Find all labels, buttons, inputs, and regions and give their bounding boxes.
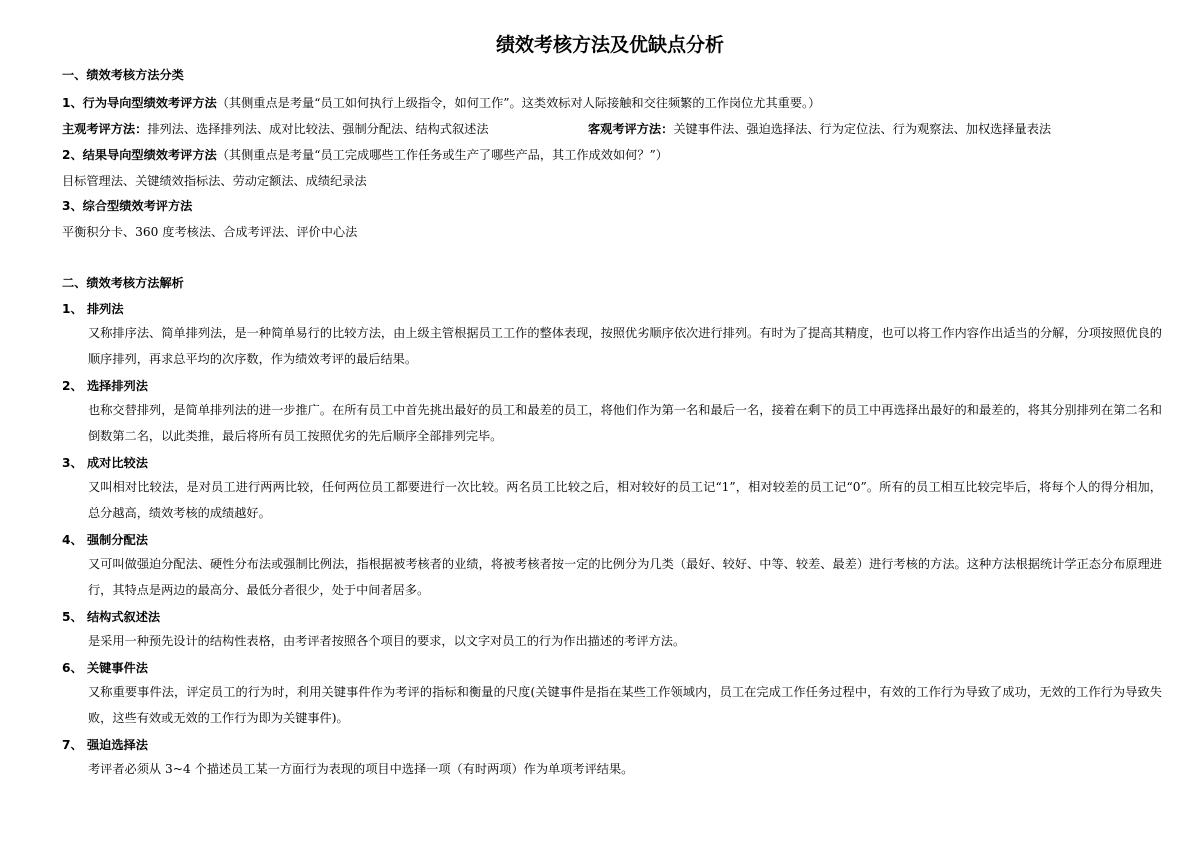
method-item-heading [62, 532, 148, 548]
method-number: 7、 [62, 738, 83, 752]
method-description: 考评者必须从 3~4 个描述员工某一方面行为表现的项目中选择一项（有时两项）作为单项考评结果。 [88, 762, 634, 776]
section1-heading: 一、绩效考核方法分类 [62, 68, 184, 82]
method-number: 3、 [62, 456, 83, 470]
method-number: 6、 [62, 661, 83, 675]
method-description: 又称排序法、简单排列法，是一种简单易行的比较方法，由上级主管根据员工工作的整体表现，按照优劣顺序依次进行排列。有时为了提高其精度，也可以将工作内容作出适当的分解，分项按照优良的顺序排列，再求总平均的次序数，作为绩效考评的最后结果。 [88, 326, 1162, 366]
behavior-note: （其侧重点是考量“员工如何执行上级指令，如何工作”。这类效标对人际接触和交往频繁的工作岗位尤其重要。） [216, 96, 821, 110]
behavior-heading: 1、行为导向型绩效考评方法 [62, 96, 217, 110]
method-item-heading [62, 301, 124, 317]
method-name: 强迫选择法 [87, 738, 148, 752]
method-item-heading [62, 609, 160, 625]
method-item-heading [62, 378, 148, 394]
method-item-heading [62, 660, 148, 676]
composite-heading: 3、综合型绩效考评方法 [62, 199, 193, 213]
behavior-line [62, 95, 820, 111]
result-list: 目标管理法、关键绩效指标法、劳动定额法、成绩纪录法 [62, 174, 367, 188]
method-number: 2、 [62, 379, 83, 393]
subjective-list: 排列法、选择排列法、成对比较法、强制分配法、结构式叙述法 [147, 122, 489, 136]
method-description: 又可叫做强迫分配法、硬性分布法或强制比例法，指根据被考核者的业绩，将被考核者按一定的比例分为几类（最好、较好、中等、较差、最差）进行考核的方法。这种方法根据统计学正态分布原理进行，其特点是两边的最高分、最低分者很少，处于中间者居多。 [88, 557, 1162, 597]
objective-line [588, 121, 1051, 137]
subjective-line [62, 121, 489, 137]
method-name: 关键事件法 [87, 661, 148, 675]
method-name: 强制分配法 [87, 533, 148, 547]
result-heading: 2、结果导向型绩效考评方法 [62, 148, 217, 162]
method-number: 5、 [62, 610, 83, 624]
method-name: 排列法 [87, 302, 124, 316]
result-note: （其侧重点是考量“员工完成哪些工作任务或生产了哪些产品，其工作成效如何？”） [216, 148, 668, 162]
method-item-heading [62, 737, 148, 753]
section2-heading: 二、绩效考核方法解析 [62, 276, 184, 290]
method-description: 又称重要事件法，评定员工的行为时，利用关键事件作为考评的指标和衡量的尺度(关键事件是指在某些工作领域内，员工在完成工作任务过程中，有效的工作行为导致了成功，无效的工作行为导致失败，这些有效或无效的工作行为即为关键事件)。 [88, 685, 1162, 725]
objective-list: 关键事件法、强迫选择法、行为定位法、行为观察法、加权选择量表法 [673, 122, 1052, 136]
composite-list: 平衡积分卡、360 度考核法、合成考评法、评价中心法 [62, 225, 358, 239]
method-number: 4、 [62, 533, 83, 547]
result-line [62, 147, 668, 163]
method-description: 也称交替排列，是简单排列法的进一步推广。在所有员工中首先挑出最好的员工和最差的员工，将他们作为第一名和最后一名，接着在剩下的员工中再选择出最好的和最差的，将其分别排列在第二名和倒数第二名，以此类推，最后将所有员工按照优劣的先后顺序全部排列完毕。 [88, 403, 1162, 443]
method-name: 成对比较法 [87, 456, 148, 470]
method-item-heading [62, 455, 148, 471]
method-name: 选择排列法 [87, 379, 148, 393]
document-title: 绩效考核方法及优缺点分析 [495, 34, 724, 56]
subjective-label: 主观考评方法： [62, 122, 148, 136]
objective-label: 客观考评方法： [588, 122, 674, 136]
method-number: 1、 [62, 302, 83, 316]
method-name: 结构式叙述法 [87, 610, 161, 624]
method-description: 又叫相对比较法，是对员工进行两两比较，任何两位员工都要进行一次比较。两名员工比较之后，相对较好的员工记“1”，相对较差的员工记“0”。所有的员工相互比较完毕后，将每个人的得分相加，总分越高，绩效考核的成绩越好。 [88, 480, 1162, 520]
method-description: 是采用一种预先设计的结构性表格，由考评者按照各个项目的要求，以文字对员工的行为作出描述的考评方法。 [88, 634, 686, 648]
